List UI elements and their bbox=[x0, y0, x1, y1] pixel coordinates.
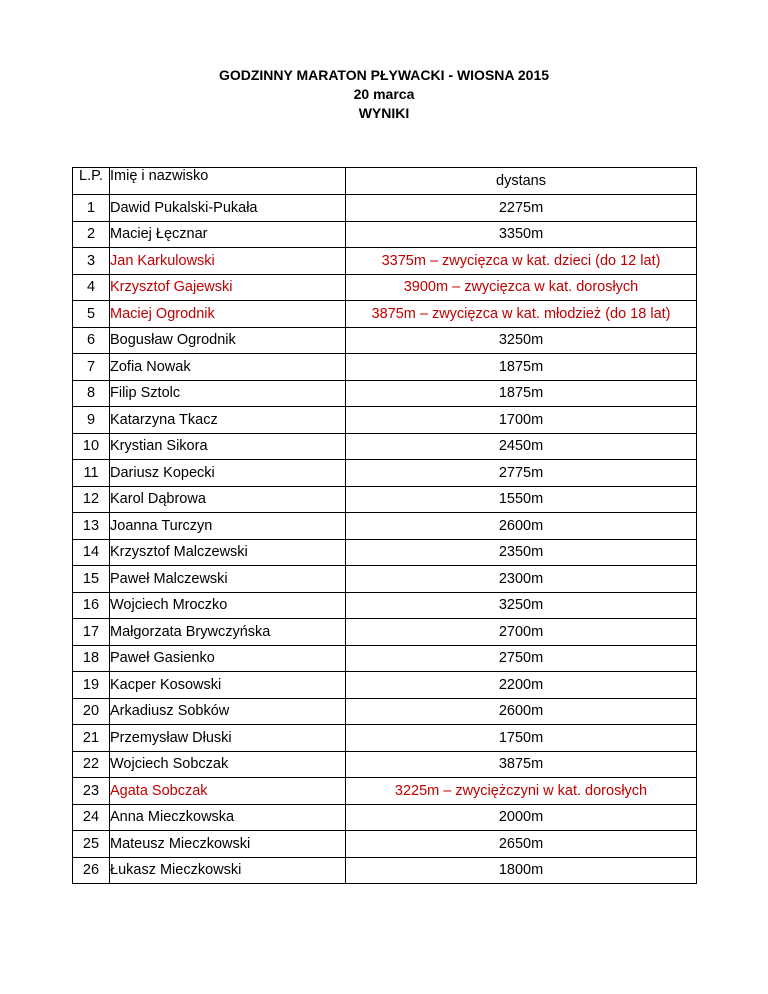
row-number-cell: 4 bbox=[73, 274, 110, 301]
participant-name-cell: Wojciech Mroczko bbox=[110, 592, 346, 619]
participant-name-cell: Łukasz Mieczkowski bbox=[110, 857, 346, 884]
distance-cell: 2775m bbox=[346, 460, 697, 487]
participant-name-cell: Paweł Gasienko bbox=[110, 645, 346, 672]
distance-cell: 3875m – zwycięzca w kat. młodzież (do 18 lat) bbox=[346, 301, 697, 328]
table-row bbox=[73, 195, 697, 222]
participant-name-cell: Katarzyna Tkacz bbox=[110, 407, 346, 434]
participant-name-cell: Mateusz Mieczkowski bbox=[110, 831, 346, 858]
distance-cell: 1875m bbox=[346, 354, 697, 381]
row-number-cell: 25 bbox=[73, 831, 110, 858]
distance-cell: 3250m bbox=[346, 327, 697, 354]
row-number-cell: 14 bbox=[73, 539, 110, 566]
distance-cell: 3375m – zwycięzca w kat. dzieci (do 12 lat) bbox=[346, 248, 697, 275]
table-row bbox=[73, 460, 697, 487]
distance-cell: 2300m bbox=[346, 566, 697, 593]
participant-name-cell: Anna Mieczkowska bbox=[110, 804, 346, 831]
distance-cell: 2000m bbox=[346, 804, 697, 831]
distance-cell: 1550m bbox=[346, 486, 697, 513]
table-row bbox=[73, 566, 697, 593]
participant-name-cell: Kacper Kosowski bbox=[110, 672, 346, 699]
participant-name-cell: Jan Karkulowski bbox=[110, 248, 346, 275]
row-number-cell: 17 bbox=[73, 619, 110, 646]
participant-name-cell: Joanna Turczyn bbox=[110, 513, 346, 540]
results-table bbox=[72, 167, 697, 884]
table-row bbox=[73, 725, 697, 752]
row-number-cell: 1 bbox=[73, 195, 110, 222]
table-row bbox=[73, 274, 697, 301]
participant-name-cell: Zofia Nowak bbox=[110, 354, 346, 381]
table-row bbox=[73, 354, 697, 381]
participant-name-cell: Maciej Ogrodnik bbox=[110, 301, 346, 328]
table-row bbox=[73, 221, 697, 248]
participant-name-cell: Filip Sztolc bbox=[110, 380, 346, 407]
distance-cell: 3350m bbox=[346, 221, 697, 248]
row-number-cell: 7 bbox=[73, 354, 110, 381]
participant-name-cell: Przemysław Dłuski bbox=[110, 725, 346, 752]
participant-name-cell: Krystian Sikora bbox=[110, 433, 346, 460]
table-row bbox=[73, 248, 697, 275]
table-row bbox=[73, 539, 697, 566]
participant-name-cell: Bogusław Ogrodnik bbox=[110, 327, 346, 354]
row-number-cell: 3 bbox=[73, 248, 110, 275]
distance-cell: 2350m bbox=[346, 539, 697, 566]
row-number-cell: 8 bbox=[73, 380, 110, 407]
row-number-cell: 5 bbox=[73, 301, 110, 328]
table-row bbox=[73, 645, 697, 672]
row-number-cell: 2 bbox=[73, 221, 110, 248]
distance-cell: 2700m bbox=[346, 619, 697, 646]
participant-name-cell: Dariusz Kopecki bbox=[110, 460, 346, 487]
table-header-row bbox=[73, 168, 697, 195]
row-number-cell: 9 bbox=[73, 407, 110, 434]
participant-name-cell: Maciej Łęcznar bbox=[110, 221, 346, 248]
participant-name-cell: Dawid Pukalski-Pukała bbox=[110, 195, 346, 222]
row-number-cell: 26 bbox=[73, 857, 110, 884]
table-row bbox=[73, 778, 697, 805]
distance-cell: 3900m – zwycięzca w kat. dorosłych bbox=[346, 274, 697, 301]
table-row bbox=[73, 513, 697, 540]
row-number-cell: 16 bbox=[73, 592, 110, 619]
participant-name-cell: Małgorzata Brywczyńska bbox=[110, 619, 346, 646]
column-header-distance: dystans bbox=[346, 168, 697, 195]
distance-cell: 3250m bbox=[346, 592, 697, 619]
event-date: 20 marca bbox=[353, 86, 415, 102]
row-number-cell: 11 bbox=[73, 460, 110, 487]
distance-cell: 2275m bbox=[346, 195, 697, 222]
row-number-cell: 15 bbox=[73, 566, 110, 593]
table-row bbox=[73, 433, 697, 460]
table-row bbox=[73, 857, 697, 884]
row-number-cell: 23 bbox=[73, 778, 110, 805]
row-number-cell: 18 bbox=[73, 645, 110, 672]
table-row bbox=[73, 751, 697, 778]
distance-cell: 2750m bbox=[346, 645, 697, 672]
table-row bbox=[73, 698, 697, 725]
distance-cell: 1750m bbox=[346, 725, 697, 752]
table-row bbox=[73, 301, 697, 328]
participant-name-cell: Karol Dąbrowa bbox=[110, 486, 346, 513]
distance-cell: 1700m bbox=[346, 407, 697, 434]
table-row bbox=[73, 592, 697, 619]
participant-name-cell: Paweł Malczewski bbox=[110, 566, 346, 593]
table-row bbox=[73, 831, 697, 858]
distance-cell: 2200m bbox=[346, 672, 697, 699]
document-header bbox=[0, 66, 768, 123]
row-number-cell: 12 bbox=[73, 486, 110, 513]
row-number-cell: 22 bbox=[73, 751, 110, 778]
table-row bbox=[73, 486, 697, 513]
table-row bbox=[73, 407, 697, 434]
row-number-cell: 24 bbox=[73, 804, 110, 831]
row-number-cell: 13 bbox=[73, 513, 110, 540]
distance-cell: 2650m bbox=[346, 831, 697, 858]
document-title: GODZINNY MARATON PŁYWACKI - WIOSNA 2015 bbox=[218, 67, 550, 83]
table-row bbox=[73, 327, 697, 354]
distance-cell: 1800m bbox=[346, 857, 697, 884]
row-number-cell: 20 bbox=[73, 698, 110, 725]
participant-name-cell: Krzysztof Gajewski bbox=[110, 274, 346, 301]
distance-cell: 2450m bbox=[346, 433, 697, 460]
table-row bbox=[73, 804, 697, 831]
table-row bbox=[73, 380, 697, 407]
row-number-cell: 19 bbox=[73, 672, 110, 699]
row-number-cell: 21 bbox=[73, 725, 110, 752]
distance-cell: 3225m – zwyciężczyni w kat. dorosłych bbox=[346, 778, 697, 805]
distance-cell: 2600m bbox=[346, 698, 697, 725]
participant-name-cell: Agata Sobczak bbox=[110, 778, 346, 805]
row-number-cell: 6 bbox=[73, 327, 110, 354]
table-row bbox=[73, 619, 697, 646]
participant-name-cell: Wojciech Sobczak bbox=[110, 751, 346, 778]
table-row bbox=[73, 672, 697, 699]
distance-cell: 1875m bbox=[346, 380, 697, 407]
table-body bbox=[73, 195, 697, 884]
column-header-name: Imię i nazwisko bbox=[110, 168, 346, 195]
distance-cell: 3875m bbox=[346, 751, 697, 778]
results-heading: WYNIKI bbox=[358, 105, 410, 121]
column-header-lp: L.P. bbox=[73, 168, 110, 195]
row-number-cell: 10 bbox=[73, 433, 110, 460]
participant-name-cell: Krzysztof Malczewski bbox=[110, 539, 346, 566]
participant-name-cell: Arkadiusz Sobków bbox=[110, 698, 346, 725]
distance-cell: 2600m bbox=[346, 513, 697, 540]
